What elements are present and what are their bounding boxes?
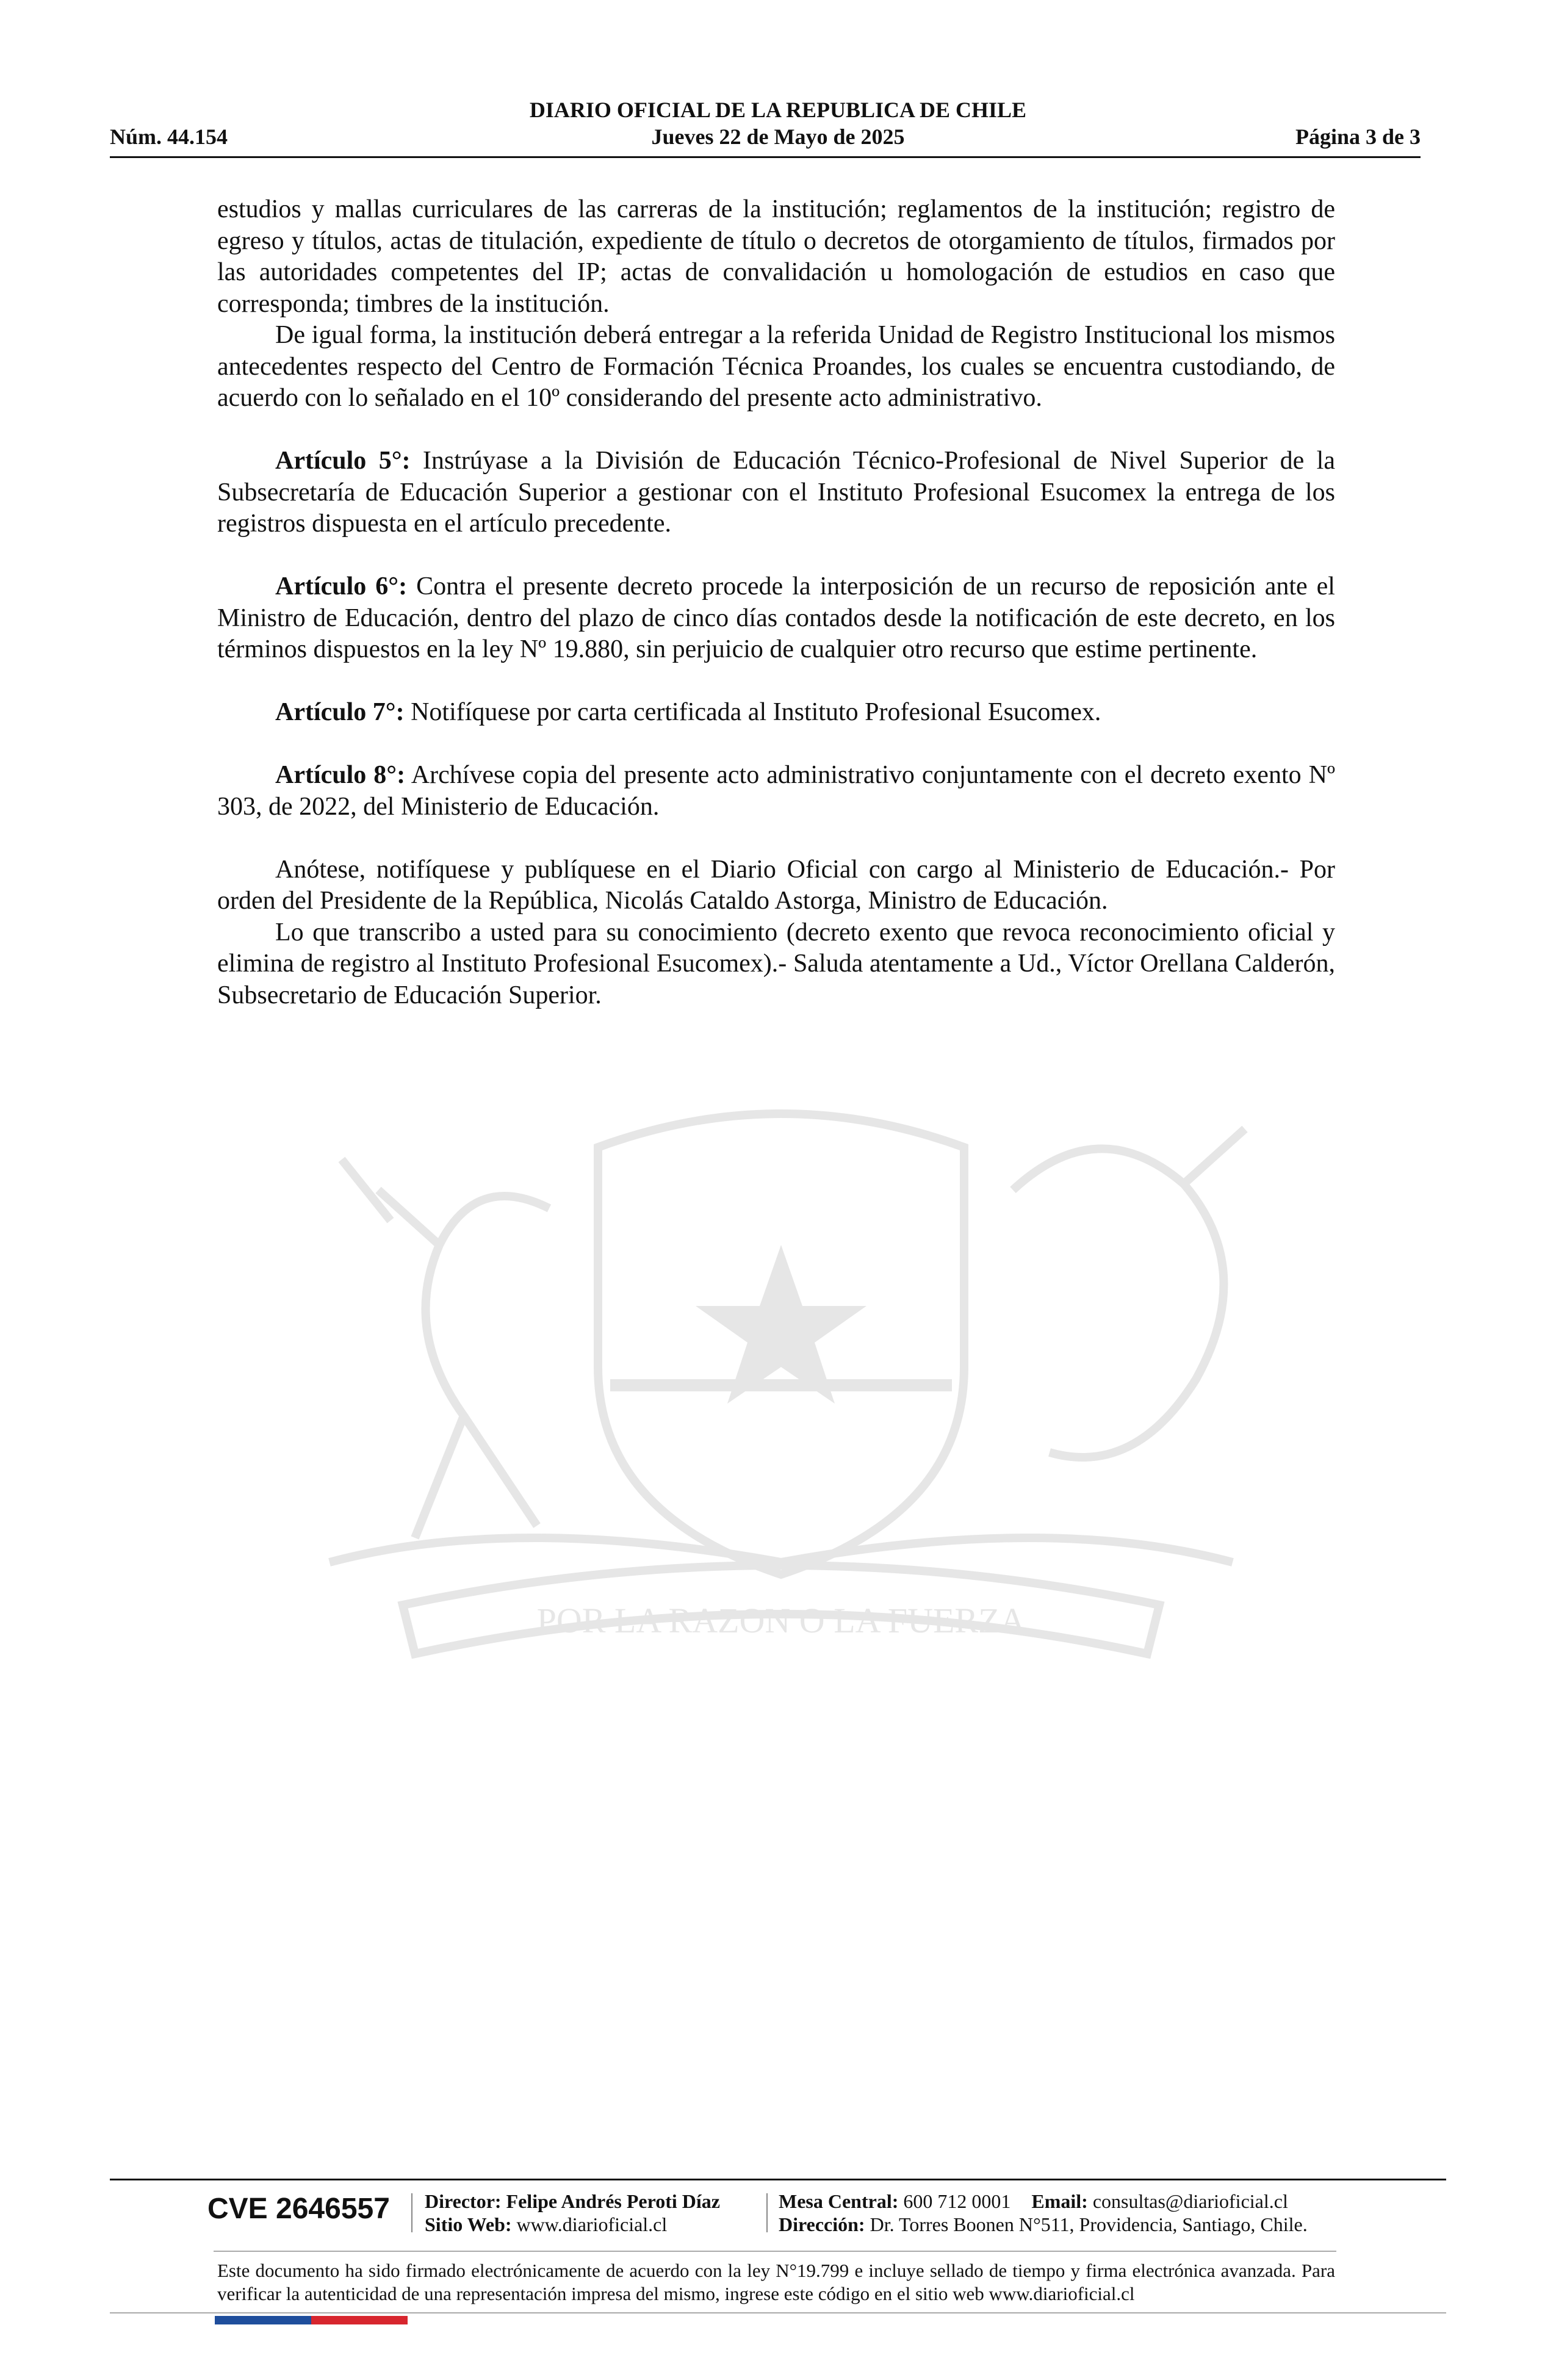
motto-text: POR LA RAZON O LA FUERZA (536, 1601, 1026, 1640)
huemul-figure (342, 1159, 549, 1538)
article-body (217, 194, 1335, 1011)
address-value: Dr. Torres Boonen N°511, Providencia, Santiago, Chile. (865, 2213, 1308, 2235)
footer-divider-mid (214, 2251, 1336, 2252)
footer-separator (766, 2193, 768, 2232)
mesa-value: 600 712 0001 (898, 2190, 1011, 2212)
web-link[interactable]: www.diarioficial.cl (511, 2213, 668, 2235)
signature-disclaimer: Este documento ha sido firmado electrónicamente de acuerdo con la ley N°19.799 e incluye sellado de tiempo y firma electrónica avanzada. Para verificar la autenticidad de una representación impresa del mismo, ingrese este código en el sitio web www.diarioficial.cl (217, 2260, 1335, 2304)
address-label: Dirección: (779, 2213, 865, 2235)
email-link[interactable]: consultas@diarioficial.cl (1087, 2190, 1288, 2212)
director-line (425, 2190, 720, 2213)
flag-bar-blue (215, 2316, 311, 2324)
shield-stripes (610, 1379, 952, 1391)
cve-code: CVE 2646557 (207, 2193, 390, 2225)
transcription-paragraph: Lo que transcribo a usted para su conocimiento (decreto exento que revoca reconocimiento oficial y elimina de registro al Instituto Profesional Esucomex).- Saluda atentamente a Ud., Víctor Orellana Calderón, Subsecretario de Educación Superior. (217, 918, 1335, 1009)
masthead-title: DIARIO OFICIAL DE LA REPUBLICA DE CHILE (529, 98, 1027, 122)
footer-contact-block (779, 2190, 1308, 2236)
paragraph-continuation: estudios y mallas curriculares de las carreras de la institución; reglamentos de la institución; registro de egreso y títulos, actas de titulación, expediente de título o decretos de otorgamiento de títulos, firmados por las autoridades competentes del IP; actas de convalidación u homologación de estudios en caso que corresponda; timbres de la institución. (217, 195, 1335, 318)
page-indicator: Página 3 de 3 (1295, 124, 1421, 149)
article-8-label: Artículo 8°: (275, 761, 406, 789)
web-label: Sitio Web: (425, 2213, 512, 2235)
footer-separator (411, 2193, 412, 2232)
mesa-label: Mesa Central: (779, 2190, 899, 2212)
director-label: Director: (425, 2190, 502, 2212)
article-6-text: Contra el presente decreto procede la interposición de un recurso de reposición ante el Ministro de Educación, dentro del plazo de cinco días contados desde la notificación de este decreto, en los términos dispuestos en la ley Nº 19.880, sin perjuicio de cualquier otro recurso que estime pertinente. (217, 572, 1335, 663)
masthead-date: Jueves 22 de Mayo de 2025 (651, 124, 905, 149)
closing-paragraph: Anótese, notifíquese y publíquese en el Diario Oficial con cargo al Ministerio de Educación.- Por orden del Presidente de la República, Nicolás Cataldo Astorga, Ministro de Educación. (217, 855, 1335, 915)
ornate-base (330, 1538, 1233, 1562)
flag-bar-red (311, 2316, 408, 2324)
article-8-text: Archívese copia del presente acto administrativo conjuntamente con el decreto exento Nº 303, de 2022, del Ministerio de Educación. (217, 761, 1335, 821)
article-6 (217, 571, 1335, 666)
footer-divider-top (110, 2179, 1446, 2180)
address-line (779, 2213, 1308, 2236)
coat-of-arms-watermark (207, 989, 1355, 1697)
condor-figure (1013, 1129, 1245, 1457)
article-8 (217, 760, 1335, 823)
article-7-text: Notifíquese por carta certificada al Instituto Profesional Esucomex. (404, 698, 1101, 726)
footer-director-block (425, 2190, 720, 2236)
article-5-text: Instrúyase a la División de Educación Técnico-Profesional de Nivel Superior de la Subsecretaría de Educación Superior a gestionar con el Instituto Profesional Esucomex la entrega de los registros dispuesta en el artículo precedente. (217, 447, 1335, 538)
article-7-label: Artículo 7°: (275, 698, 405, 726)
article-5-label: Artículo 5°: (275, 447, 411, 475)
director-value: Felipe Andrés Peroti Díaz (501, 2190, 720, 2212)
article-5 (217, 445, 1335, 540)
email-label: Email: (1031, 2190, 1088, 2212)
header-divider (110, 156, 1421, 158)
contact-line (779, 2190, 1308, 2213)
paragraph-proandes: De igual forma, la institución deberá entregar a la referida Unidad de Registro Institucional los mismos antecedentes respecto del Centro de Formación Técnica Proandes, los cuales se encuentra custodiando, de acuerdo con lo señalado en el 10º considerando del presente acto administrativo. (217, 321, 1335, 412)
web-line (425, 2213, 720, 2236)
article-6-label: Artículo 6°: (275, 572, 408, 600)
article-7 (217, 697, 1335, 729)
footer-divider-bottom (110, 2312, 1446, 2313)
issue-number: Núm. 44.154 (110, 124, 228, 149)
